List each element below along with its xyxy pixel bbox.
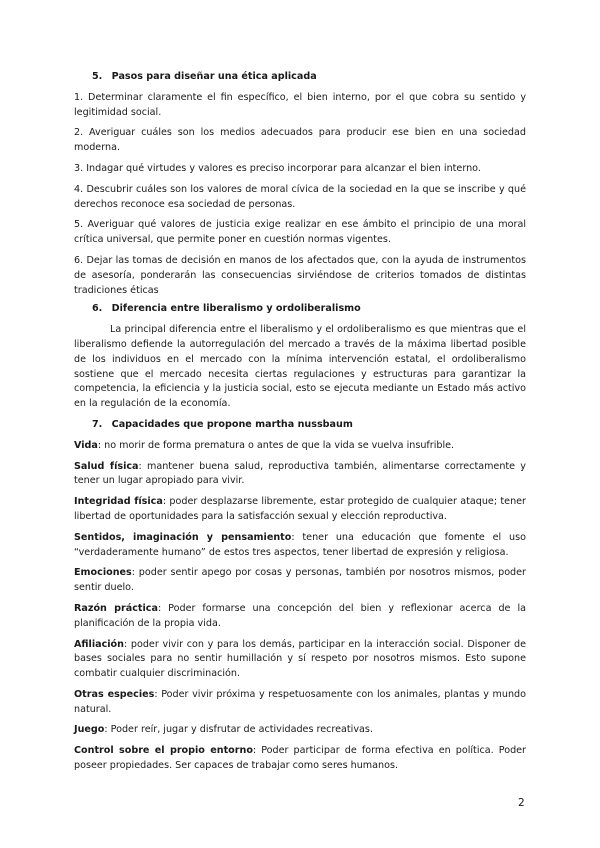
section-heading-5 bbox=[92, 70, 526, 85]
capability-item bbox=[74, 744, 526, 774]
capability-term: Afiliación bbox=[74, 638, 124, 650]
capability-text: : Poder participar de forma efectiva en política. Poder poseer propiedades. Ser capaces de trabajar como seres humanos. bbox=[74, 745, 527, 772]
capability-text: : poder vivir con y para los demás, participar en la interacción social. Disponer de bases sociales para no sentir humillación y sí respeto por nosotros mismos. Esto supone combatir cualquier discriminación. bbox=[74, 638, 526, 680]
capability-text: : Poder reír, jugar y disfrutar de actividades recreativas. bbox=[104, 724, 373, 736]
body-paragraph: La principal diferencia entre el liberalismo y el ordoliberalismo es que mientras que el liberalismo defiende la autorregulación del mercado a través de la máxima libertad posible de los individuos en el mercado con la mínima intervención estatal, el ordoliberalismo sostiene que el mercado necesita ciertas regulaciones y estructuras para garantizar la competencia, la eficiencia y la justicia social, esto se ejecuta mediante un Estado más activo en la regulación de la economía. bbox=[74, 324, 526, 410]
capability-text: : Poder vivir próxima y respetuosamente con los animales, plantas y mundo natural. bbox=[74, 688, 527, 715]
section-number: 5. bbox=[92, 71, 103, 82]
capability-term: Integridad física bbox=[74, 496, 163, 508]
capability-term: Salud física bbox=[74, 460, 139, 472]
document-page bbox=[74, 70, 526, 780]
capability-item bbox=[74, 688, 526, 718]
capability-term: Juego bbox=[74, 724, 105, 736]
capability-term: Razón práctica bbox=[74, 602, 158, 614]
capability-item bbox=[74, 460, 526, 490]
capability-term: Emociones bbox=[74, 567, 132, 579]
capability-text: : Poder formarse una concepción del bien y reflexionar acerca de la planificación de la propia vida. bbox=[74, 602, 526, 629]
capability-text: : poder desplazarse libremente, estar protegido de cualquier ataque; tener libertad de oportunidades para la satisfacción sexual y elección reproductiva. bbox=[74, 496, 526, 522]
capability-item bbox=[74, 723, 526, 738]
capability-term: Otras especies bbox=[74, 688, 155, 700]
step-item: 1. Determinar claramente el fin específico, el bien interno, por el que cobra su sentido y legitimidad social. bbox=[74, 91, 526, 118]
step-item: 4. Descubrir cuáles son los valores de moral cívica de la sociedad en la que se inscribe y qué derechos reconoce esa sociedad de personas. bbox=[74, 183, 526, 210]
capability-text: : tener una educación que fomente el uso “verdaderamente humano” de estos tres aspectos, tener libertad de expresión y religiosa. bbox=[74, 531, 526, 558]
capability-term: Vida bbox=[74, 439, 98, 451]
section-heading-6 bbox=[92, 302, 526, 317]
capability-item bbox=[74, 495, 526, 525]
section-title: Pasos para diseñar una ética aplicada bbox=[111, 71, 317, 82]
capability-term: Control sobre el propio entorno bbox=[74, 745, 253, 757]
section-number: 6. bbox=[92, 303, 103, 315]
capability-text: : no morir de forma prematura o antes de que la vida se vuelva insufrible. bbox=[97, 439, 455, 451]
capability-item bbox=[74, 439, 526, 454]
capability-text: : mantener buena salud, reproductiva también, alimentarse correctamente y tener un lugar apropiado para vivir. bbox=[74, 460, 526, 487]
step-item: 6. Dejar las tomas de decisión en manos de los afectados que, con la ayuda de instrumentos de asesoría, ponderarán las consecuencias sirviéndose de criterios tomados de distintas tradiciones éticas bbox=[74, 254, 526, 296]
section-title: Capacidades que propone martha nussbaum bbox=[111, 418, 353, 430]
capability-item bbox=[74, 566, 526, 596]
section-heading-7 bbox=[92, 418, 526, 433]
page-number: 2 bbox=[518, 797, 525, 809]
step-item: 2. Averiguar cuáles son los medios adecuados para producir ese bien en una sociedad moderna. bbox=[74, 127, 526, 154]
section-number: 7. bbox=[92, 418, 103, 430]
section-title: Diferencia entre liberalismo y ordoliberalismo bbox=[111, 303, 361, 315]
capability-item bbox=[74, 531, 526, 561]
step-item: 3. Indagar qué virtudes y valores es preciso incorporar para alcanzar el bien interno. bbox=[74, 162, 481, 174]
capability-text: : poder sentir apego por cosas y personas, también por nosotros mismos, poder sentir duelo. bbox=[74, 567, 526, 594]
capability-term: Sentidos, imaginación y pensamiento bbox=[74, 531, 292, 543]
step-item: 5. Averiguar qué valores de justicia exige realizar en ese ámbito el principio de una moral crítica universal, que permite poner en cuestión normas vigentes. bbox=[74, 219, 526, 246]
capability-item bbox=[74, 602, 526, 632]
capability-item bbox=[74, 638, 526, 682]
